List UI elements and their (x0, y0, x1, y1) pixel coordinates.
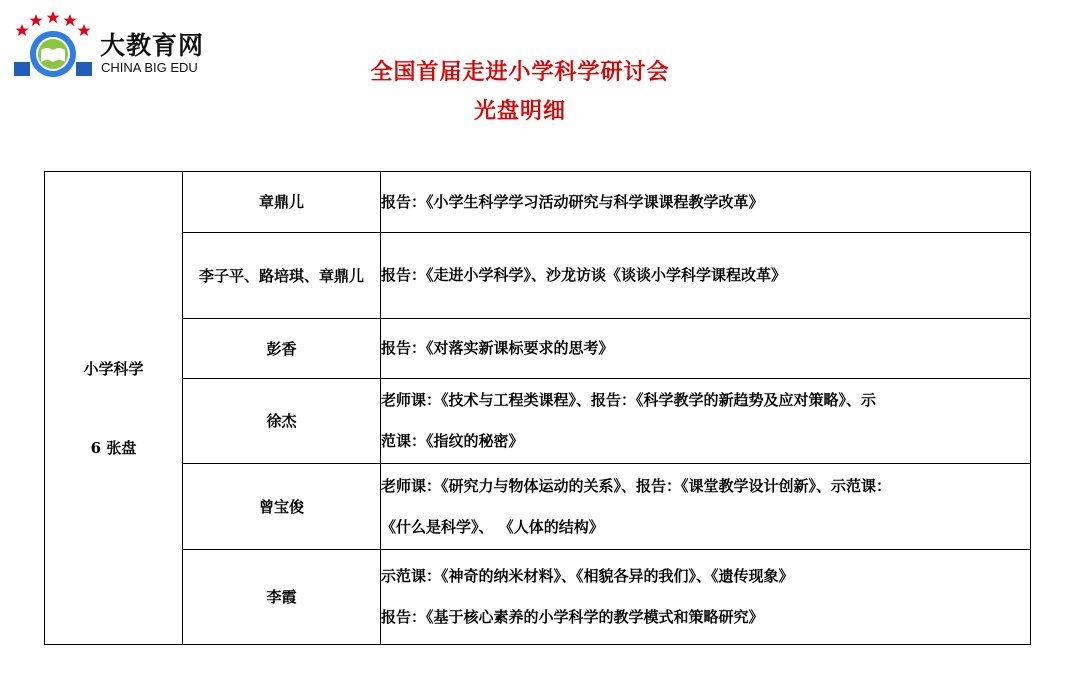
category-label: 小学科学 (83, 360, 144, 378)
table-row (45, 379, 1031, 464)
logo-chinese-text: 大教育网 (100, 31, 205, 60)
table-row (45, 233, 1031, 319)
disc-count-label: 6 张盘 (90, 439, 137, 457)
session-content: 示范课：《神奇的纳米材料》、《相貌各异的我们》、《遗传现象》 报告：《基于核心素养的小学科学的教学模式和策略研究》 (381, 550, 1031, 645)
table-row (45, 319, 1031, 379)
speaker-name: 彭香 (183, 319, 381, 379)
table-row (45, 172, 1031, 233)
page-title: 全国首届走进小学科学研讨会 (370, 59, 670, 85)
session-content: 老师课：《技术与工程类课程》、报告：《科学教学的新趋势及应对策略》、示 范课：《指纹的秘密》 (381, 379, 1031, 464)
disc-detail-table (44, 171, 1031, 645)
speaker-name: 曾宝俊 (183, 464, 381, 550)
speaker-name: 李子平、路培琪、章鼎儿 (183, 233, 381, 319)
speaker-name: 徐杰 (183, 379, 381, 464)
category-cell (45, 172, 183, 645)
table-row (45, 550, 1031, 645)
speaker-name: 章鼎儿 (183, 172, 381, 233)
table-row (45, 464, 1031, 550)
star-icon (29, 14, 42, 26)
star-icon (63, 14, 76, 26)
session-content: 报告：《小学生科学学习活动研究与科学课课程教学改革》 (381, 172, 1031, 233)
star-icon (77, 24, 90, 36)
page-subtitle: 光盘明细 (473, 98, 566, 124)
star-icon (46, 11, 59, 23)
star-icon (15, 24, 28, 36)
speaker-name: 李霞 (183, 550, 381, 645)
session-content: 报告：《对落实新课标要求的思考》 (381, 319, 1031, 379)
logo-english-text: CHINA BIG EDU (101, 60, 198, 75)
session-content: 老师课：《研究力与物体运动的关系》、报告：《课堂教学设计创新》、示范课： 《什么是科学》、 《人体的结构》 (381, 464, 1031, 550)
session-content: 报告：《走进小学科学》、沙龙访谈《谈谈小学科学课程改革》 (381, 233, 1031, 319)
